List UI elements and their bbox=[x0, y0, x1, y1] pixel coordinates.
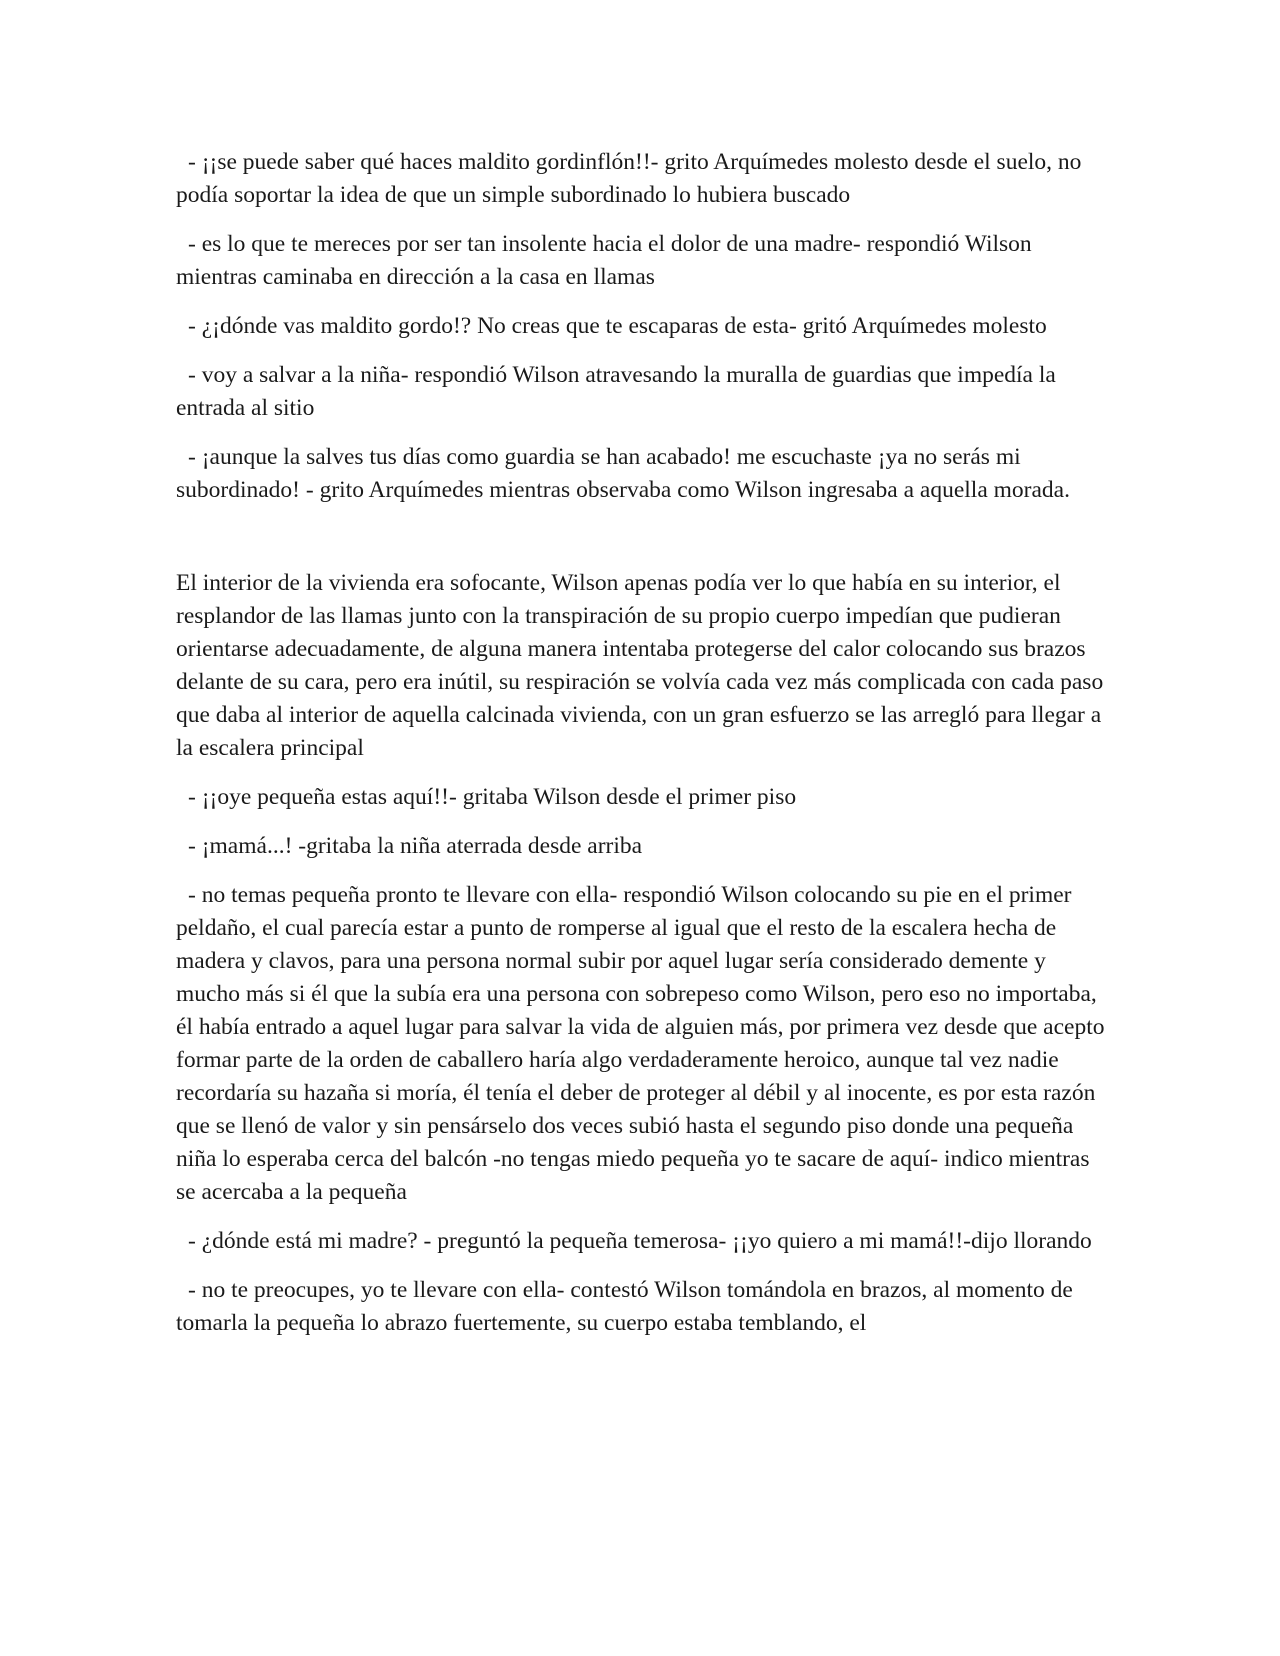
document-body bbox=[176, 146, 1106, 1356]
section-break bbox=[176, 523, 1106, 567]
dialogue-paragraph: - voy a salvar a la niña- respondió Wilson atravesando la muralla de guardias que impedía la entrada al sitio bbox=[176, 362, 1056, 421]
dialogue-paragraph: - ¡aunque la salves tus días como guardia se han acabado! me escuchaste ¡ya no serás mi subordinado! - grito Arquímedes mientras observaba como Wilson ingresaba a aquella morada. bbox=[176, 444, 1070, 503]
dialogue-paragraph: - no te preocupes, yo te llevare con ella- contestó Wilson tomándola en brazos, al momento de tomarla la pequeña lo abrazo fuertemente, su cuerpo estaba temblando, el bbox=[176, 1277, 1073, 1336]
dialogue-paragraph: - ¡¡oye pequeña estas aquí!!- gritaba Wilson desde el primer piso bbox=[188, 784, 797, 810]
dialogue-paragraph: - no temas pequeña pronto te llevare con ella- respondió Wilson colocando su pie en el primer peldaño, el cual parecía estar a punto de romperse al igual que el resto de la escalera hecha de madera y clavos, para una persona normal subir por aquel lugar sería considerado demente y mucho más si él que la subía era una persona con sobrepeso como Wilson, pero eso no importaba, él había entrado a aquel lugar para salvar la vida de alguien más, por primera vez desde que acepto formar parte de la orden de caballero haría algo verdaderamente heroico, aunque tal vez nadie recordaría su hazaña si moría, él tenía el deber de proteger al débil y al inocente, es por esta razón que se llenó de valor y sin pensárselo dos veces subió hasta el segundo piso donde una pequeña niña lo esperaba cerca del balcón -no tengas miedo pequeña yo te sacare de aquí- indico mientras se acercaba a la pequeña bbox=[176, 882, 1105, 1205]
narration-paragraph: El interior de la vivienda era sofocante, Wilson apenas podía ver lo que había en su interior, el resplandor de las llamas junto con la transpiración de su propio cuerpo impedían que pudieran orientarse adecuadamente, de alguna manera intentaba protegerse del calor colocando sus brazos delante de su cara, pero era inútil, su respiración se volvía cada vez más complicada con cada paso que daba al interior de aquella calcinada vivienda, con un gran esfuerzo se las arregló para llegar a la escalera principal bbox=[176, 570, 1104, 761]
dialogue-paragraph: - ¿¡dónde vas maldito gordo!? No creas que te escaparas de esta- gritó Arquímedes molesto bbox=[188, 313, 1047, 339]
dialogue-paragraph: - es lo que te mereces por ser tan insolente hacia el dolor de una madre- respondió Wilson mientras caminaba en dirección a la casa en llamas bbox=[176, 231, 1032, 290]
dialogue-paragraph: - ¡mamá...! -gritaba la niña aterrada desde arriba bbox=[188, 833, 643, 859]
dialogue-paragraph: - ¡¡se puede saber qué haces maldito gordinflón!!- grito Arquímedes molesto desde el suelo, no podía soportar la idea de que un simple subordinado lo hubiera buscado bbox=[176, 149, 1082, 208]
dialogue-paragraph: - ¿dónde está mi madre? - preguntó la pequeña temerosa- ¡¡yo quiero a mi mamá!!-dijo llorando bbox=[188, 1228, 1092, 1254]
